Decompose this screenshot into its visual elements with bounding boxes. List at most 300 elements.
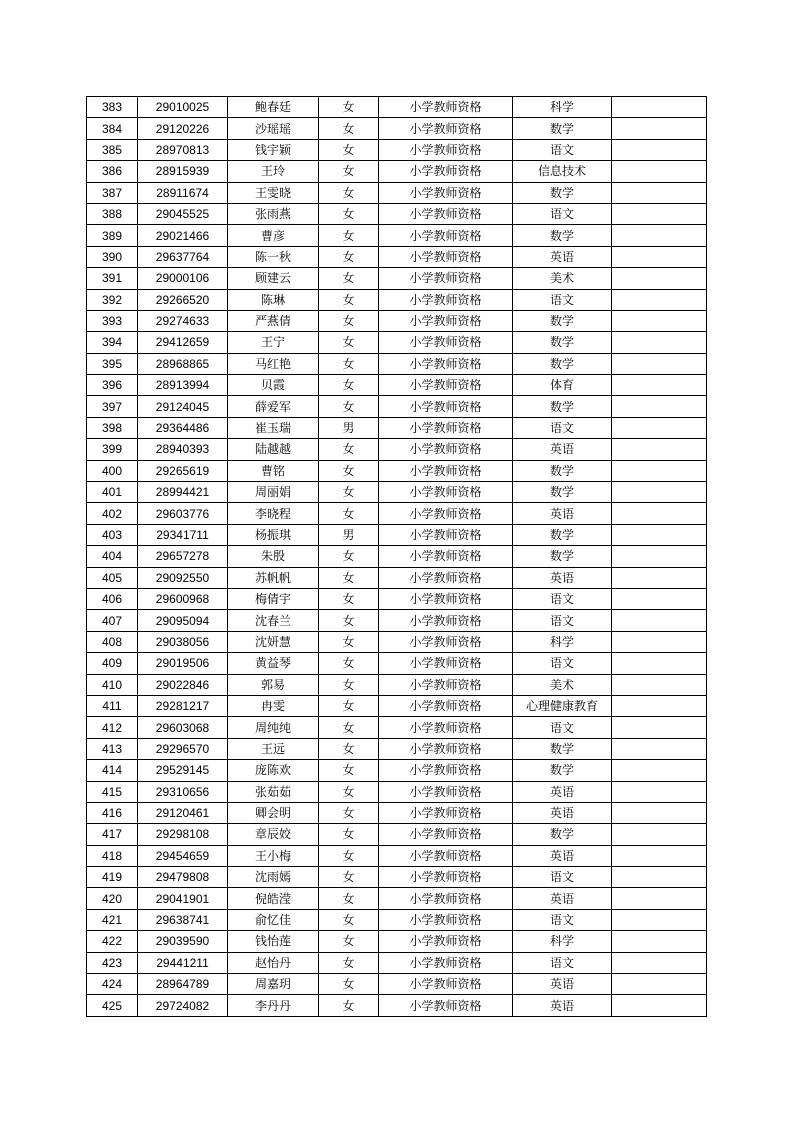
qualification-cell: 小学教师资格 — [379, 974, 513, 995]
candidate-id-cell: 29038056 — [138, 631, 228, 652]
table-row — [87, 460, 707, 481]
table-row — [87, 524, 707, 545]
row-number-cell: 410 — [87, 674, 138, 695]
qualification-cell: 小学教师资格 — [379, 802, 513, 823]
candidate-id-cell: 29296570 — [138, 738, 228, 759]
notes-cell — [612, 717, 707, 738]
subject-cell: 语文 — [513, 139, 612, 160]
candidate-table — [86, 96, 707, 1017]
candidate-id-cell: 29637764 — [138, 246, 228, 267]
subject-cell: 信息技术 — [513, 161, 612, 182]
row-number-cell: 422 — [87, 931, 138, 952]
notes-cell — [612, 781, 707, 802]
row-number-cell: 386 — [87, 161, 138, 182]
row-number-cell: 385 — [87, 139, 138, 160]
notes-cell — [612, 161, 707, 182]
subject-cell: 语文 — [513, 909, 612, 930]
subject-cell: 科学 — [513, 97, 612, 118]
notes-cell — [612, 931, 707, 952]
row-number-cell: 415 — [87, 781, 138, 802]
subject-cell: 数学 — [513, 482, 612, 503]
candidate-id-cell: 28940393 — [138, 439, 228, 460]
gender-cell: 女 — [319, 845, 379, 866]
qualification-cell: 小学教师资格 — [379, 738, 513, 759]
subject-cell: 科学 — [513, 931, 612, 952]
name-cell: 庞陈欢 — [228, 760, 319, 781]
candidate-id-cell: 29120461 — [138, 802, 228, 823]
notes-cell — [612, 588, 707, 609]
candidate-id-cell: 29298108 — [138, 824, 228, 845]
table-row — [87, 674, 707, 695]
gender-cell: 女 — [319, 824, 379, 845]
qualification-cell: 小学教师资格 — [379, 246, 513, 267]
candidate-id-cell: 28911674 — [138, 182, 228, 203]
qualification-cell: 小学教师资格 — [379, 182, 513, 203]
row-number-cell: 405 — [87, 567, 138, 588]
subject-cell: 数学 — [513, 225, 612, 246]
candidate-id-cell: 29266520 — [138, 289, 228, 310]
name-cell: 张雨燕 — [228, 203, 319, 224]
name-cell: 沈春兰 — [228, 610, 319, 631]
notes-cell — [612, 268, 707, 289]
row-number-cell: 416 — [87, 802, 138, 823]
row-number-cell: 417 — [87, 824, 138, 845]
table-row — [87, 332, 707, 353]
table-row — [87, 417, 707, 438]
row-number-cell: 390 — [87, 246, 138, 267]
notes-cell — [612, 203, 707, 224]
gender-cell: 女 — [319, 289, 379, 310]
notes-cell — [612, 118, 707, 139]
name-cell: 陆越越 — [228, 439, 319, 460]
table-row — [87, 546, 707, 567]
subject-cell: 英语 — [513, 995, 612, 1016]
row-number-cell: 396 — [87, 375, 138, 396]
notes-cell — [612, 888, 707, 909]
candidate-id-cell: 28970813 — [138, 139, 228, 160]
gender-cell: 女 — [319, 674, 379, 695]
candidate-id-cell: 29412659 — [138, 332, 228, 353]
gender-cell: 男 — [319, 524, 379, 545]
gender-cell: 女 — [319, 588, 379, 609]
candidate-id-cell: 28964789 — [138, 974, 228, 995]
candidate-id-cell: 29454659 — [138, 845, 228, 866]
notes-cell — [612, 439, 707, 460]
candidate-id-cell: 29041901 — [138, 888, 228, 909]
gender-cell: 女 — [319, 460, 379, 481]
qualification-cell: 小学教师资格 — [379, 760, 513, 781]
candidate-id-cell: 29281217 — [138, 695, 228, 716]
row-number-cell: 395 — [87, 353, 138, 374]
candidate-id-cell: 28994421 — [138, 482, 228, 503]
subject-cell: 数学 — [513, 546, 612, 567]
notes-cell — [612, 417, 707, 438]
name-cell: 钱怡莲 — [228, 931, 319, 952]
notes-cell — [612, 567, 707, 588]
notes-cell — [612, 952, 707, 973]
name-cell: 沈雨嫣 — [228, 867, 319, 888]
qualification-cell: 小学教师资格 — [379, 439, 513, 460]
subject-cell: 语文 — [513, 588, 612, 609]
candidate-id-cell: 29724082 — [138, 995, 228, 1016]
row-number-cell: 411 — [87, 695, 138, 716]
row-number-cell: 391 — [87, 268, 138, 289]
table-row — [87, 225, 707, 246]
qualification-cell: 小学教师资格 — [379, 867, 513, 888]
subject-cell: 语文 — [513, 653, 612, 674]
notes-cell — [612, 631, 707, 652]
qualification-cell: 小学教师资格 — [379, 546, 513, 567]
gender-cell: 女 — [319, 995, 379, 1016]
row-number-cell: 388 — [87, 203, 138, 224]
name-cell: 陈一秋 — [228, 246, 319, 267]
qualification-cell: 小学教师资格 — [379, 203, 513, 224]
name-cell: 周丽娟 — [228, 482, 319, 503]
gender-cell: 女 — [319, 909, 379, 930]
qualification-cell: 小学教师资格 — [379, 289, 513, 310]
table-row — [87, 695, 707, 716]
notes-cell — [612, 310, 707, 331]
notes-cell — [612, 482, 707, 503]
table-row — [87, 203, 707, 224]
notes-cell — [612, 653, 707, 674]
name-cell: 卿会明 — [228, 802, 319, 823]
row-number-cell: 401 — [87, 482, 138, 503]
row-number-cell: 400 — [87, 460, 138, 481]
subject-cell: 美术 — [513, 674, 612, 695]
table-row — [87, 375, 707, 396]
gender-cell: 女 — [319, 203, 379, 224]
gender-cell: 女 — [319, 974, 379, 995]
qualification-cell: 小学教师资格 — [379, 524, 513, 545]
candidate-id-cell: 29441211 — [138, 952, 228, 973]
table-row — [87, 503, 707, 524]
notes-cell — [612, 546, 707, 567]
candidate-id-cell: 29265619 — [138, 460, 228, 481]
qualification-cell: 小学教师资格 — [379, 503, 513, 524]
table-row — [87, 845, 707, 866]
subject-cell: 语文 — [513, 717, 612, 738]
candidate-id-cell: 29021466 — [138, 225, 228, 246]
table-row — [87, 588, 707, 609]
subject-cell: 数学 — [513, 182, 612, 203]
qualification-cell: 小学教师资格 — [379, 931, 513, 952]
notes-cell — [612, 995, 707, 1016]
name-cell: 周嘉玥 — [228, 974, 319, 995]
table-row — [87, 781, 707, 802]
qualification-cell: 小学教师资格 — [379, 396, 513, 417]
row-number-cell: 394 — [87, 332, 138, 353]
name-cell: 郭易 — [228, 674, 319, 695]
qualification-cell: 小学教师资格 — [379, 588, 513, 609]
gender-cell: 女 — [319, 717, 379, 738]
row-number-cell: 393 — [87, 310, 138, 331]
name-cell: 张茹茹 — [228, 781, 319, 802]
subject-cell: 英语 — [513, 781, 612, 802]
qualification-cell: 小学教师资格 — [379, 567, 513, 588]
gender-cell: 女 — [319, 760, 379, 781]
subject-cell: 英语 — [513, 888, 612, 909]
name-cell: 鲍春廷 — [228, 97, 319, 118]
row-number-cell: 387 — [87, 182, 138, 203]
candidate-id-cell: 29600968 — [138, 588, 228, 609]
name-cell: 王远 — [228, 738, 319, 759]
table-row — [87, 888, 707, 909]
row-number-cell: 399 — [87, 439, 138, 460]
subject-cell: 数学 — [513, 460, 612, 481]
name-cell: 王雯晓 — [228, 182, 319, 203]
subject-cell: 英语 — [513, 246, 612, 267]
gender-cell: 女 — [319, 439, 379, 460]
name-cell: 倪皓滢 — [228, 888, 319, 909]
subject-cell: 数学 — [513, 353, 612, 374]
gender-cell: 女 — [319, 118, 379, 139]
notes-cell — [612, 375, 707, 396]
gender-cell: 女 — [319, 781, 379, 802]
qualification-cell: 小学教师资格 — [379, 268, 513, 289]
subject-cell: 语文 — [513, 289, 612, 310]
name-cell: 朱殷 — [228, 546, 319, 567]
candidate-id-cell: 29638741 — [138, 909, 228, 930]
candidate-id-cell: 29124045 — [138, 396, 228, 417]
subject-cell: 英语 — [513, 503, 612, 524]
table-row — [87, 867, 707, 888]
notes-cell — [612, 182, 707, 203]
subject-cell: 数学 — [513, 310, 612, 331]
candidate-id-cell: 29529145 — [138, 760, 228, 781]
subject-cell: 数学 — [513, 824, 612, 845]
qualification-cell: 小学教师资格 — [379, 417, 513, 438]
subject-cell: 数学 — [513, 118, 612, 139]
table-row — [87, 995, 707, 1016]
qualification-cell: 小学教师资格 — [379, 631, 513, 652]
notes-cell — [612, 225, 707, 246]
gender-cell: 女 — [319, 738, 379, 759]
subject-cell: 数学 — [513, 738, 612, 759]
name-cell: 贝霞 — [228, 375, 319, 396]
name-cell: 曹铭 — [228, 460, 319, 481]
name-cell: 钱宇颖 — [228, 139, 319, 160]
qualification-cell: 小学教师资格 — [379, 225, 513, 246]
table-row — [87, 717, 707, 738]
name-cell: 马红艳 — [228, 353, 319, 374]
name-cell: 俞忆佳 — [228, 909, 319, 930]
row-number-cell: 412 — [87, 717, 138, 738]
row-number-cell: 383 — [87, 97, 138, 118]
table-row — [87, 268, 707, 289]
name-cell: 李晓程 — [228, 503, 319, 524]
subject-cell: 数学 — [513, 332, 612, 353]
gender-cell: 女 — [319, 503, 379, 524]
row-number-cell: 413 — [87, 738, 138, 759]
qualification-cell: 小学教师资格 — [379, 460, 513, 481]
table-row — [87, 353, 707, 374]
qualification-cell: 小学教师资格 — [379, 97, 513, 118]
candidate-id-cell: 29045525 — [138, 203, 228, 224]
table-row — [87, 760, 707, 781]
row-number-cell: 409 — [87, 653, 138, 674]
subject-cell: 语文 — [513, 417, 612, 438]
table-row — [87, 139, 707, 160]
notes-cell — [612, 97, 707, 118]
row-number-cell: 403 — [87, 524, 138, 545]
subject-cell: 心理健康教育 — [513, 695, 612, 716]
notes-cell — [612, 802, 707, 823]
qualification-cell: 小学教师资格 — [379, 353, 513, 374]
gender-cell: 女 — [319, 802, 379, 823]
notes-cell — [612, 246, 707, 267]
name-cell: 陈琳 — [228, 289, 319, 310]
name-cell: 梅倩宇 — [228, 588, 319, 609]
gender-cell: 女 — [319, 631, 379, 652]
gender-cell: 女 — [319, 161, 379, 182]
candidate-id-cell: 29039590 — [138, 931, 228, 952]
qualification-cell: 小学教师资格 — [379, 674, 513, 695]
qualification-cell: 小学教师资格 — [379, 139, 513, 160]
notes-cell — [612, 674, 707, 695]
table-row — [87, 439, 707, 460]
gender-cell: 女 — [319, 867, 379, 888]
qualification-cell: 小学教师资格 — [379, 888, 513, 909]
row-number-cell: 418 — [87, 845, 138, 866]
name-cell: 沙瑶瑶 — [228, 118, 319, 139]
notes-cell — [612, 695, 707, 716]
notes-cell — [612, 738, 707, 759]
candidate-id-cell: 28913994 — [138, 375, 228, 396]
table-row — [87, 289, 707, 310]
notes-cell — [612, 353, 707, 374]
qualification-cell: 小学教师资格 — [379, 610, 513, 631]
table-row — [87, 396, 707, 417]
table-row — [87, 182, 707, 203]
table-row — [87, 97, 707, 118]
name-cell: 李丹丹 — [228, 995, 319, 1016]
table-row — [87, 974, 707, 995]
subject-cell: 英语 — [513, 974, 612, 995]
table-row — [87, 738, 707, 759]
gender-cell: 女 — [319, 353, 379, 374]
subject-cell: 英语 — [513, 567, 612, 588]
gender-cell: 男 — [319, 417, 379, 438]
candidate-id-cell: 29000106 — [138, 268, 228, 289]
name-cell: 王宁 — [228, 332, 319, 353]
row-number-cell: 402 — [87, 503, 138, 524]
qualification-cell: 小学教师资格 — [379, 781, 513, 802]
notes-cell — [612, 909, 707, 930]
row-number-cell: 408 — [87, 631, 138, 652]
candidate-id-cell: 29479808 — [138, 867, 228, 888]
qualification-cell: 小学教师资格 — [379, 845, 513, 866]
table-row — [87, 610, 707, 631]
candidate-id-cell: 29120226 — [138, 118, 228, 139]
table-row — [87, 931, 707, 952]
qualification-cell: 小学教师资格 — [379, 161, 513, 182]
gender-cell: 女 — [319, 246, 379, 267]
candidate-id-cell: 29603068 — [138, 717, 228, 738]
subject-cell: 数学 — [513, 524, 612, 545]
name-cell: 赵怡丹 — [228, 952, 319, 973]
notes-cell — [612, 289, 707, 310]
gender-cell: 女 — [319, 139, 379, 160]
candidate-id-cell: 29019506 — [138, 653, 228, 674]
gender-cell: 女 — [319, 225, 379, 246]
table-row — [87, 567, 707, 588]
notes-cell — [612, 824, 707, 845]
name-cell: 薛爱军 — [228, 396, 319, 417]
qualification-cell: 小学教师资格 — [379, 717, 513, 738]
subject-cell: 美术 — [513, 268, 612, 289]
subject-cell: 英语 — [513, 439, 612, 460]
notes-cell — [612, 845, 707, 866]
qualification-cell: 小学教师资格 — [379, 995, 513, 1016]
notes-cell — [612, 460, 707, 481]
name-cell: 沈妍慧 — [228, 631, 319, 652]
row-number-cell: 419 — [87, 867, 138, 888]
candidate-id-cell: 29657278 — [138, 546, 228, 567]
subject-cell: 英语 — [513, 802, 612, 823]
row-number-cell: 404 — [87, 546, 138, 567]
row-number-cell: 414 — [87, 760, 138, 781]
subject-cell: 语文 — [513, 867, 612, 888]
notes-cell — [612, 610, 707, 631]
gender-cell: 女 — [319, 695, 379, 716]
table-row — [87, 631, 707, 652]
notes-cell — [612, 139, 707, 160]
table-row — [87, 246, 707, 267]
name-cell: 王小梅 — [228, 845, 319, 866]
gender-cell: 女 — [319, 396, 379, 417]
candidate-id-cell: 29010025 — [138, 97, 228, 118]
qualification-cell: 小学教师资格 — [379, 118, 513, 139]
gender-cell: 女 — [319, 310, 379, 331]
gender-cell: 女 — [319, 931, 379, 952]
gender-cell: 女 — [319, 888, 379, 909]
candidate-id-cell: 28968865 — [138, 353, 228, 374]
row-number-cell: 420 — [87, 888, 138, 909]
table-row — [87, 118, 707, 139]
gender-cell: 女 — [319, 546, 379, 567]
table-row — [87, 161, 707, 182]
subject-cell: 语文 — [513, 952, 612, 973]
row-number-cell: 424 — [87, 974, 138, 995]
row-number-cell: 423 — [87, 952, 138, 973]
notes-cell — [612, 867, 707, 888]
name-cell: 曹彦 — [228, 225, 319, 246]
notes-cell — [612, 760, 707, 781]
notes-cell — [612, 524, 707, 545]
name-cell: 严燕倩 — [228, 310, 319, 331]
name-cell: 苏帆帆 — [228, 567, 319, 588]
name-cell: 顾建云 — [228, 268, 319, 289]
name-cell: 王玲 — [228, 161, 319, 182]
notes-cell — [612, 332, 707, 353]
subject-cell: 英语 — [513, 845, 612, 866]
row-number-cell: 406 — [87, 588, 138, 609]
candidate-id-cell: 28915939 — [138, 161, 228, 182]
table-row — [87, 824, 707, 845]
table-row — [87, 653, 707, 674]
row-number-cell: 421 — [87, 909, 138, 930]
candidate-id-cell: 29095094 — [138, 610, 228, 631]
gender-cell: 女 — [319, 482, 379, 503]
table-row — [87, 310, 707, 331]
table-row — [87, 482, 707, 503]
subject-cell: 科学 — [513, 631, 612, 652]
name-cell: 杨振琪 — [228, 524, 319, 545]
row-number-cell: 389 — [87, 225, 138, 246]
name-cell: 黄益琴 — [228, 653, 319, 674]
table-row — [87, 952, 707, 973]
